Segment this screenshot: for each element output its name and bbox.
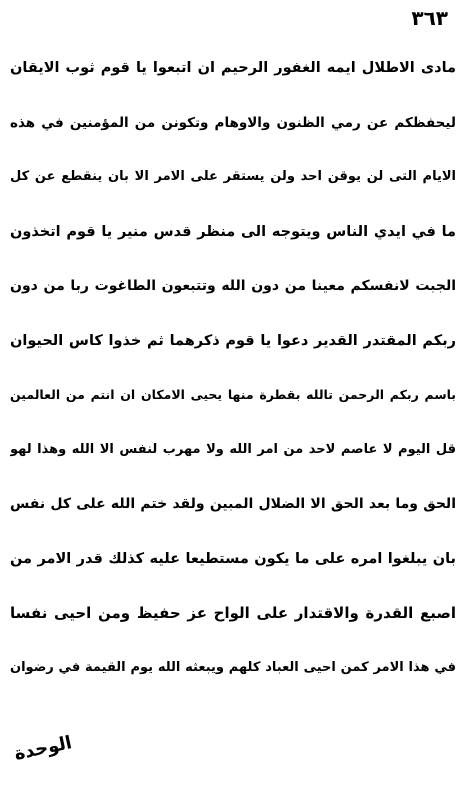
text-line-1: مادى الاطلال ايمه الغفور الرحيم ان اتبعوا يا قوم ثوب الايقان [10, 60, 456, 76]
text-line-4: ما في ايدي الناس ويتوجه الى منظر قدس منير يا قوم اتخذون [10, 223, 456, 240]
text-line-5: الجبت لانفسكم معينا من دون الله وتتبعون الطاغوت ربا من دون [10, 278, 456, 294]
text-line-12: في هذا الامر كمن احيى العباد كلهم ويبعثه الله يوم القيمة في رضوان [10, 659, 456, 675]
text-line-6: ربكم المقتدر القدير دعوا يا قوم ذكرهما ثم خذوا كاس الحيوان [10, 332, 456, 349]
text-line-9: الحق وما بعد الحق الا الضلال المبين ولقد ختم الله على كل نفس [10, 496, 456, 512]
text-line-8: قل اليوم لا عاصم لاحد من امر الله ولا مهرب لنفس الا الله وهذا لهو [10, 441, 456, 457]
text-line-10: بان يبلغوا امره على ما يكون مستطيعا عليه كذلك قدر الامر من [10, 550, 456, 567]
text-block [10, 48, 456, 702]
text-line-2: ليحفظكم عن رمي الظنون والاوهام وتكونن من المؤمنين في هذه [10, 114, 456, 131]
text-line-3: الايام التى لن يوقن احد ولن يستقر على الامر الا بان ينقطع عن كل [10, 169, 456, 184]
text-line-7: باسم ربكم الرحمن تالله بقطرة منها يحيى الامكان ان انتم من العالمين [10, 387, 456, 402]
text-line-11: اصبع القدرة والاقتدار على الواح عز حفيظ ومن احيى نفسا [10, 604, 456, 622]
page-number: ٣٦٣ [411, 6, 448, 30]
catchword: الوحدة [12, 732, 74, 765]
